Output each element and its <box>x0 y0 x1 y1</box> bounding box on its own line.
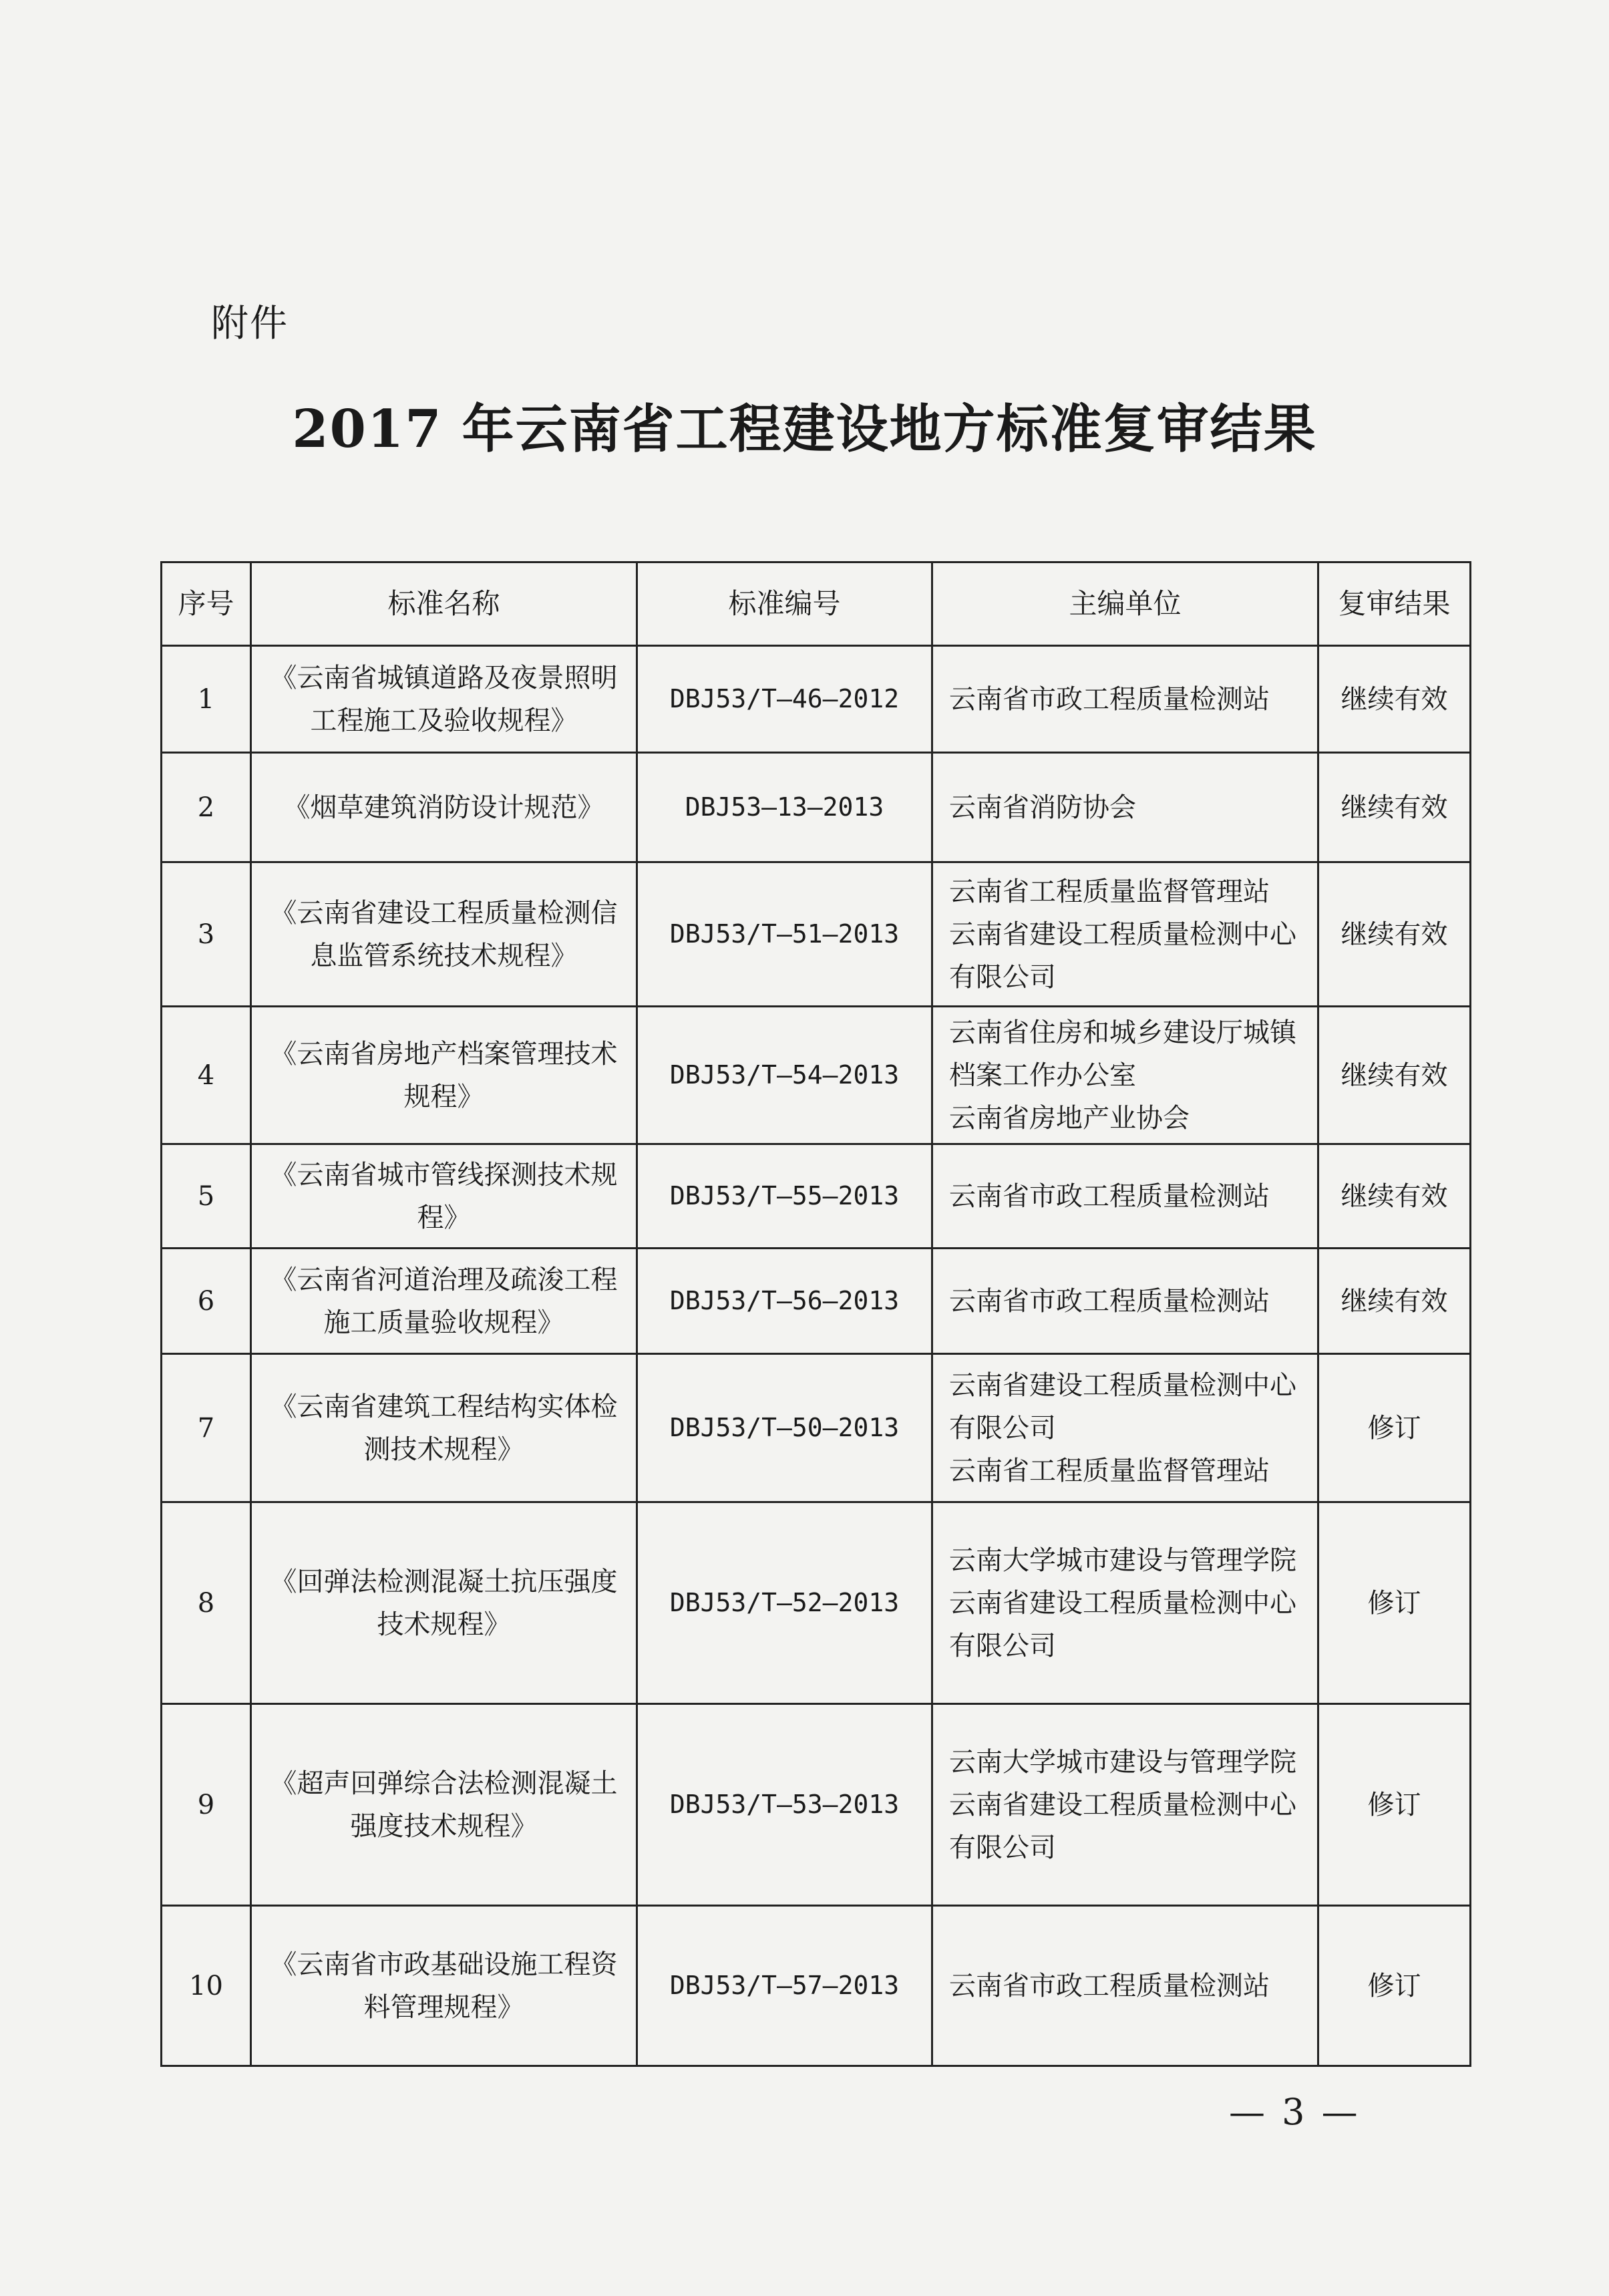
editing-unit-name: 云南省市政工程质量检测站 <box>949 1970 1270 2001</box>
review-result-cell: 修订 <box>1318 1502 1471 1704</box>
standard-code-cell: DBJ53/T—52—2013 <box>637 1502 932 1704</box>
standard-name-cell: 《云南省河道治理及疏浚工程施工质量验收规程》 <box>251 1249 637 1354</box>
serial-cell: 2 <box>162 753 251 862</box>
review-result-cell: 继续有效 <box>1318 1249 1471 1354</box>
review-result-cell: 继续有效 <box>1318 753 1471 862</box>
header-serial: 序号 <box>162 562 251 646</box>
review-result-cell: 继续有效 <box>1318 646 1471 753</box>
serial-cell: 8 <box>162 1502 251 1704</box>
editing-unit-cell <box>932 1144 1318 1249</box>
standard-code-cell: DBJ53/T—54—2013 <box>637 1007 932 1144</box>
review-result-cell: 修订 <box>1318 1354 1471 1502</box>
standard-name-cell: 《回弹法检测混凝土抗压强度技术规程》 <box>251 1502 637 1704</box>
header-standard-code: 标准编号 <box>637 562 932 646</box>
editing-unit-name: 云南省消防协会 <box>949 792 1136 823</box>
standard-code-cell: DBJ53/T—53—2013 <box>637 1704 932 1906</box>
editing-unit-cell <box>932 1502 1318 1704</box>
standard-name-cell: 《云南省市政基础设施工程资料管理规程》 <box>251 1906 637 2066</box>
review-results-table-container <box>160 561 1469 2067</box>
editing-unit-cell <box>932 646 1318 753</box>
header-standard-name: 标准名称 <box>251 562 637 646</box>
editing-unit-cell <box>932 862 1318 1007</box>
editing-unit-cell <box>932 1906 1318 2066</box>
page-number: — 3 — <box>1229 2091 1361 2133</box>
review-result-cell: 修订 <box>1318 1704 1471 1906</box>
serial-cell: 7 <box>162 1354 251 1502</box>
standard-code-cell: DBJ53—13—2013 <box>637 753 932 862</box>
editing-unit-cell <box>932 753 1318 862</box>
review-result-cell: 修订 <box>1318 1906 1471 2066</box>
editing-unit-name: 云南省市政工程质量检测站 <box>949 1180 1270 1212</box>
serial-cell: 3 <box>162 862 251 1007</box>
review-result-cell: 继续有效 <box>1318 1007 1471 1144</box>
standard-name-cell: 《云南省城市管线探测技术规程》 <box>251 1144 637 1249</box>
standard-name-cell: 《云南省建筑工程结构实体检测技术规程》 <box>251 1354 637 1502</box>
table-row <box>162 753 1471 862</box>
serial-cell: 4 <box>162 1007 251 1144</box>
standard-code-cell: DBJ53/T—56—2013 <box>637 1249 932 1354</box>
attachment-label: 附件 <box>211 302 289 345</box>
header-editing-unit: 主编单位 <box>932 562 1318 646</box>
table-row <box>162 1007 1471 1144</box>
standard-code-cell: DBJ53/T—55—2013 <box>637 1144 932 1249</box>
standard-code-cell: DBJ53/T—50—2013 <box>637 1354 932 1502</box>
review-result-cell: 继续有效 <box>1318 1144 1471 1249</box>
standard-code-cell: DBJ53/T—51—2013 <box>637 862 932 1007</box>
review-result-cell: 继续有效 <box>1318 862 1471 1007</box>
editing-unit-name: 云南省市政工程质量检测站 <box>949 1285 1270 1317</box>
page-title: 2017 年云南省工程建设地方标准复审结果 <box>292 399 1317 460</box>
editing-unit-cell <box>932 1354 1318 1502</box>
table-row <box>162 1502 1471 1704</box>
serial-cell: 10 <box>162 1906 251 2066</box>
serial-cell: 6 <box>162 1249 251 1354</box>
table-row <box>162 1354 1471 1502</box>
serial-cell: 1 <box>162 646 251 753</box>
table-row <box>162 1144 1471 1249</box>
editing-unit-cell <box>932 1249 1318 1354</box>
standard-name-cell: 《云南省城镇道路及夜景照明工程施工及验收规程》 <box>251 646 637 753</box>
editing-unit-name: 云南大学城市建设与管理学院 <box>949 1544 1296 1576</box>
editing-unit-cell <box>932 1007 1318 1144</box>
editing-unit-cell <box>932 1704 1318 1906</box>
standard-name-cell: 《云南省房地产档案管理技术规程》 <box>251 1007 637 1144</box>
standard-code-cell: DBJ53/T—57—2013 <box>637 1906 932 2066</box>
table-header-row <box>162 562 1471 646</box>
editing-unit-name: 云南省建设工程质量检测中心有限公司 <box>949 919 1296 993</box>
editing-unit-name: 云南省工程质量监督管理站 <box>949 876 1270 907</box>
table-row <box>162 862 1471 1007</box>
editing-unit-name: 云南省房地产业协会 <box>949 1102 1190 1134</box>
serial-cell: 9 <box>162 1704 251 1906</box>
standard-name-cell: 《云南省建设工程质量检测信息监管系统技术规程》 <box>251 862 637 1007</box>
table-body <box>162 646 1471 2066</box>
standard-name-cell: 《超声回弹综合法检测混凝土强度技术规程》 <box>251 1704 637 1906</box>
standard-code-cell: DBJ53/T—46—2012 <box>637 646 932 753</box>
editing-unit-name: 云南省建设工程质量检测中心有限公司 <box>949 1587 1296 1661</box>
standard-name-cell: 《烟草建筑消防设计规范》 <box>251 753 637 862</box>
editing-unit-name: 云南省工程质量监督管理站 <box>949 1455 1270 1486</box>
header-review-result: 复审结果 <box>1318 562 1471 646</box>
table-row <box>162 646 1471 753</box>
editing-unit-name: 云南大学城市建设与管理学院 <box>949 1746 1296 1778</box>
serial-cell: 5 <box>162 1144 251 1249</box>
editing-unit-name: 云南省市政工程质量检测站 <box>949 683 1270 715</box>
table-row <box>162 1906 1471 2066</box>
review-results-table <box>160 561 1471 2067</box>
editing-unit-name: 云南省住房和城乡建设厅城镇档案工作办公室 <box>949 1017 1296 1091</box>
editing-unit-name: 云南省建设工程质量检测中心有限公司 <box>949 1369 1296 1444</box>
table-row <box>162 1249 1471 1354</box>
table-row <box>162 1704 1471 1906</box>
editing-unit-name: 云南省建设工程质量检测中心有限公司 <box>949 1789 1296 1863</box>
